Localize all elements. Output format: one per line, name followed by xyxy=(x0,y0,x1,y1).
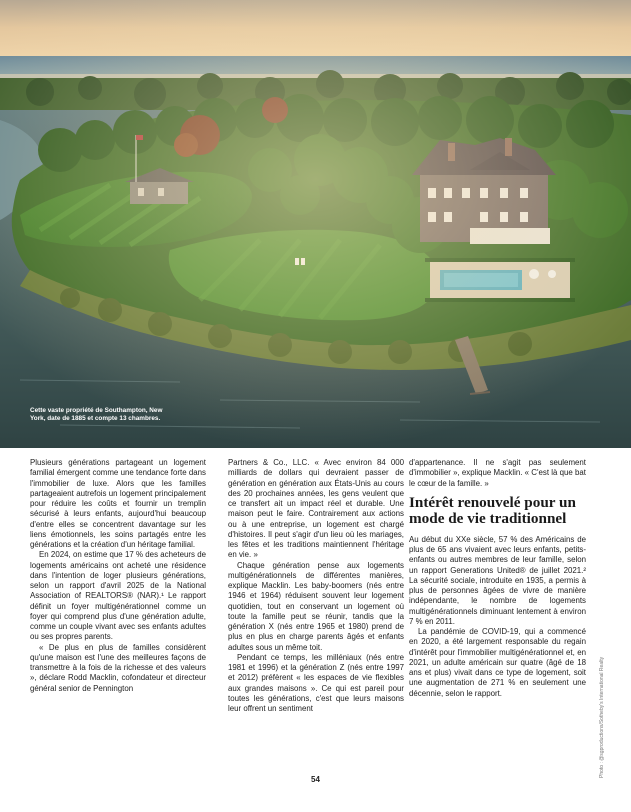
article-column-2 xyxy=(228,458,404,714)
paragraph: « De plus en plus de familles considèrent qu'une maison est l'une des meilleures façons de transmettre à la fois de la richesse et des valeurs », déclare Rodd Macklin, cofondateur et directeur général senior de Pennington xyxy=(30,642,206,693)
paragraph: Chaque génération pense aux logements multigénérationnels de différentes manières, explique Macklin. Les baby-boomers (nés entre 1946 et 1964) réduisent souvent leur logement quotidien, tout en conservant un logement où toute la famille peut se réunir, tandis que la génération X (nés entre 1965 et 1980) prend de plus en plus en charge parents âgés et enfants adultes sous un même toit. xyxy=(228,560,404,652)
photo-caption: Cette vaste propriété de Southampton, New York, date de 1885 et compte 13 chambres. xyxy=(30,407,163,422)
photo-credit: Photo : @sgproductions/Sotheby's International Realty xyxy=(599,656,605,778)
paragraph: Partners & Co., LLC. « Avec environ 84 000 milliards de dollars qui devraient passer de génération en génération aux États-Unis au cours des 20 prochaines années, les gens veulent que ce transfert ait un impact réel et durable. Une maison peut le faire. Contrairement aux actions ou à une entreprise, un logement est chargé d'histoires. Il peut s'agir d'un lieu où les mariages, les fêtes et les traditions maintiennent l'héritage en vie. » xyxy=(228,458,404,560)
section-heading: Intérêt renouvelé pour un mode de vie traditionnel xyxy=(409,493,576,527)
article-column-1 xyxy=(30,458,206,694)
paragraph: d'appartenance. Il ne s'agit pas seulement d'immobilier », explique Macklin. « C'est là que bat le cœur de la famille. » xyxy=(409,458,586,488)
paragraph: Au début du XXe siècle, 57 % des Américains de plus de 65 ans vivaient avec leurs enfants, petits-enfants ou autres membres de leur famille, selon un rapport Generations United® de juillet 2021.² La sécurité sociale, introduite en 1935, a permis à plus de personnes âgées de vivre de manière indépendante, le nombre de logements multigénérationnels diminuant lentement à environ 7 % en 2011. xyxy=(409,534,586,626)
paragraph: En 2024, on estime que 17 % des acheteurs de logements américains ont acheté une résidence dans l'intention de loger plusieurs générations, selon un rapport d'avril 2025 de la National Association of REALTORS® (NAR).¹ Le rapport définit un foyer multigénérationnel comme un foyer qui comprend plus d'une génération adulte, comme un couple vivant avec ses enfants adultes ou ses propres parents. xyxy=(30,550,206,642)
paragraph: La pandémie de COVID-19, qui a commencé en 2020, a été largement responsable du regain d'intérêt pour l'immobilier multigénérationnel et, en 2021, un adulte américain sur quatre (âgé de 18 ans et plus) vivait dans ce type de logement, soit une augmentation de 271 % en seulement une décennie, selon le rapport. xyxy=(409,627,586,698)
article-column-3 xyxy=(409,458,586,699)
page-number: 54 xyxy=(311,775,320,784)
paragraph: Plusieurs générations partageant un logement familial émergent comme une tendance forte dans l'immobilier de luxe. Alors que les familles partageaient autrefois un logement principalement pour réduire les coûts et fournir un tremplin sécurisé à leurs enfants, aujourd'hui beaucoup d'entre elles se concentrent davantage sur les liens émotionnels, les soins partagés entre les générations et la création d'un héritage familial. xyxy=(30,458,206,549)
paragraph: Pendant ce temps, les milléniaux (nés entre 1981 et 1996) et la génération Z (nés entre 1997 et 2012) préfèrent « les espaces de vie flexibles aux grandes maisons ». Ce qui est pareil pour toutes les générations, c'est que leurs maisons leur offrent un sentiment xyxy=(228,652,404,713)
